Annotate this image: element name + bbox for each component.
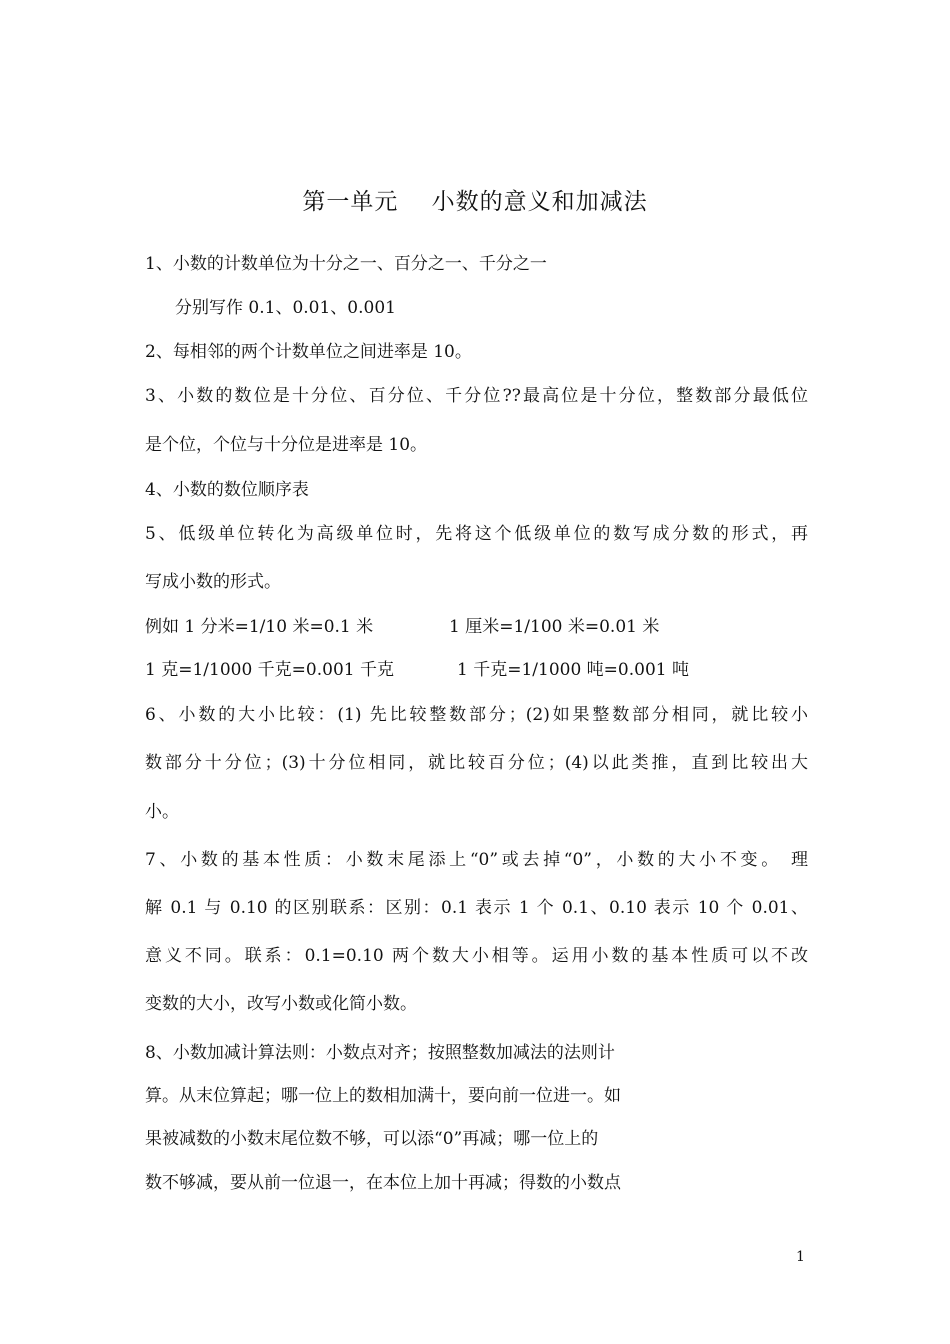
text-line: 2、每相邻的两个计数单位之间进率是 10。: [145, 342, 472, 362]
text-line: 例如 1 分米=1/10 米=0.1 米: [145, 617, 374, 637]
text-line: 1 千克=1/1000 吨=0.001 吨: [457, 660, 689, 680]
text-line: 数不够减，要从前一位退一，在本位上加十再减；得数的小数点: [145, 1173, 621, 1193]
text-line: 解 0.1 与 0.10 的区别联系：区别：0.1 表示 1 个 0.1、0.10 表示 10 个 0.01、: [145, 898, 808, 918]
text-line: 小。: [145, 802, 179, 822]
text-line: 1 厘米=1/100 米=0.01 米: [449, 617, 660, 637]
text-line: 1、小数的计数单位为十分之一、百分之一、千分之一: [145, 254, 547, 274]
text-line: 是个位，个位与十分位是进率是 10。: [145, 435, 428, 455]
text-line: 算。从末位算起；哪一位上的数相加满十，要向前一位进一。如: [145, 1086, 621, 1106]
text-line: 变数的大小，改写小数或化简小数。: [145, 994, 417, 1014]
text-line: 5、低级单位转化为高级单位时，先将这个低级单位的数写成分数的形式，再: [145, 524, 808, 544]
text-line: 6、小数的大小比较：(1) 先比较整数部分；(2)如果整数部分相同，就比较小: [145, 705, 808, 725]
page-title: 第一单元 小数的意义和加减法: [302, 189, 648, 215]
text-line: 4、小数的数位顺序表: [145, 480, 309, 500]
text-line: 分别写作 0.1、0.01、0.001: [175, 298, 396, 318]
text-line: 7、小数的基本性质：小数末尾添上“0”或去掉“0”，小数的大小不变。 理: [145, 850, 808, 870]
text-line: 果被减数的小数末尾位数不够，可以添“0”再减；哪一位上的: [145, 1129, 599, 1149]
text-line: 8、小数加减计算法则：小数点对齐；按照整数加减法的法则计: [145, 1043, 615, 1063]
text-line: 写成小数的形式。: [145, 572, 281, 592]
text-line: 1 克=1/1000 千克=0.001 千克: [145, 660, 394, 680]
text-line: 数部分十分位；(3)十分位相同，就比较百分位；(4)以此类推，直到比较出大: [145, 753, 808, 773]
page-number: 1: [796, 1249, 805, 1265]
text-line: 意义不同。联系：0.1=0.10 两个数大小相等。运用小数的基本性质可以不改: [145, 946, 808, 966]
text-line: 3、小数的数位是十分位、百分位、千分位??最高位是十分位，整数部分最低位: [145, 386, 808, 406]
